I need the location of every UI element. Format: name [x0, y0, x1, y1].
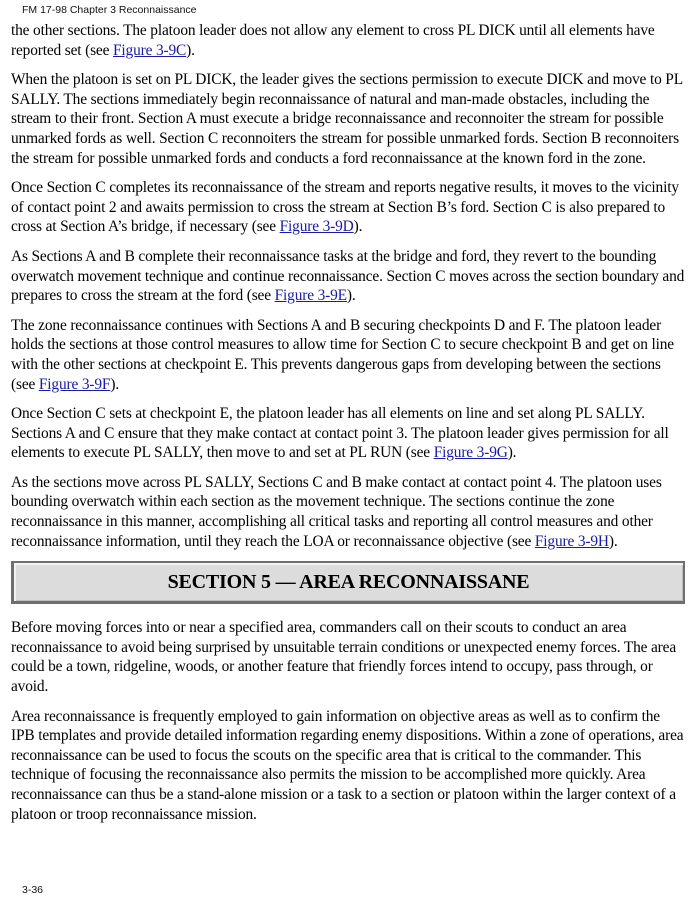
figure-3-9g-link[interactable]: Figure 3-9G [433, 444, 508, 462]
paragraph-text: ). [110, 375, 120, 393]
paragraph-text: Once Section C sets at checkpoint E, the platoon leader has all elements on line and set along PL SALLY. Sections A and C ensure that they make contact at contact point 3. The platoon leader gives permission for all elements to execute PL SALLY, then move to and set at PL RUN (see [11, 405, 669, 462]
paragraph-checkpoint-e [11, 404, 685, 463]
paragraph-text: ). [608, 532, 618, 550]
paragraph-zone-recon-continues [11, 316, 685, 394]
figure-3-9h-link[interactable]: Figure 3-9H [534, 532, 609, 550]
section-title: SECTION 5 — AREA RECONNAISSANE [167, 570, 530, 593]
figure-3-9d-link[interactable]: Figure 3-9D [279, 218, 354, 236]
paragraph-area-recon-intro: Before moving forces into or near a specified area, commanders call on their scouts to conduct an area reconnaissance to avoid being surprised by unsuitable terrain conditions or unexpected enemy forces. The area could be a town, ridgeline, woods, or another feature that friendly forces intend to occupy, pass through, or avoid. [11, 619, 677, 696]
figure-3-9c-link[interactable]: Figure 3-9C [113, 41, 187, 59]
page-number: 3-36 [22, 884, 44, 896]
running-head: FM 17-98 Chapter 3 Reconnaissance [22, 4, 197, 16]
paragraph-text: the other sections. The platoon leader does not allow any element to cross PL DICK until all elements have reported set (see [11, 22, 655, 59]
paragraph-text: As Sections A and B complete their reconnaissance tasks at the bridge and ford, they revert to the bounding overwatch movement technique and continue reconnaissance. Section C moves across the section boundary and prepares to cross the stream at the ford (see [11, 247, 685, 305]
paragraph-text: ). [507, 444, 517, 462]
paragraph-area-recon-usage: Area reconnaissance is frequently employed to gain information on objective areas as well as to confirm the IPB templates and provide detailed information regarding enemy dispositions. Within a zone of operations, area reconnaissance can be used to focus the scouts on the specific area that is critical to the commander. This technique of focusing the reconnaissance also permits the mission to be accomplished more quickly. Area reconnaissance can thus be a stand-alone mission or a task to a section or platoon within the larger context of a platoon or troop reconnaissance mission. [11, 707, 684, 823]
paragraph-continuation [11, 21, 685, 60]
paragraph-text: ). [346, 287, 356, 305]
section-heading-box [11, 561, 685, 604]
paragraph-text: The zone reconnaissance continues with Sections A and B securing checkpoints D and F. The platoon leader holds the sections at those control measures to allow time for Section C to secure checkpoint B and get on line with the other sections at checkpoint E. This prevents dangerous gaps from developing between the sections (see [11, 316, 674, 393]
paragraph-text: As the sections move across PL SALLY, Sections C and B make contact at contact point 4. The platoon uses bounding overwatch within each section as the movement technique. The sections continue the zone reconnaissance in this manner, accomplishing all critical tasks and reporting all control measures and other reconnaissance information, until they reach the LOA or reconnaissance objective (see [11, 473, 662, 550]
paragraph-sections-a-b-complete [11, 247, 685, 306]
page-body [11, 21, 685, 834]
figure-3-9e-link[interactable]: Figure 3-9E [274, 287, 347, 305]
paragraph-text: ). [353, 218, 363, 236]
paragraph-section-c-completes [11, 178, 685, 237]
figure-3-9f-link[interactable]: Figure 3-9F [38, 375, 111, 393]
paragraph-pl-sally [11, 473, 685, 551]
paragraph-text: Once Section C completes its reconnaissance of the stream and reports negative results, it moves to the vicinity of contact point 2 and awaits permission to cross the stream at Section B’s ford. Section C is also prepared to cross at Section A’s bridge, if necessary (see [11, 179, 679, 236]
paragraph-text: ). [186, 41, 195, 59]
paragraph-pl-dick: When the platoon is set on PL DICK, the leader gives the sections permission to execute DICK and move to PL SALLY. The sections immediately begin reconnaissance of natural and man-made obstacles, including the stream to their front. Section A must execute a bridge reconnaissance and reconnoiter the stream for possible unmarked fords as well. Section C reconnoiters the stream for possible unmarked fords. Section B reconnoiters the stream for possible unmarked fords and conducts a ford reconnaissance at the known ford in the zone. [11, 71, 683, 167]
